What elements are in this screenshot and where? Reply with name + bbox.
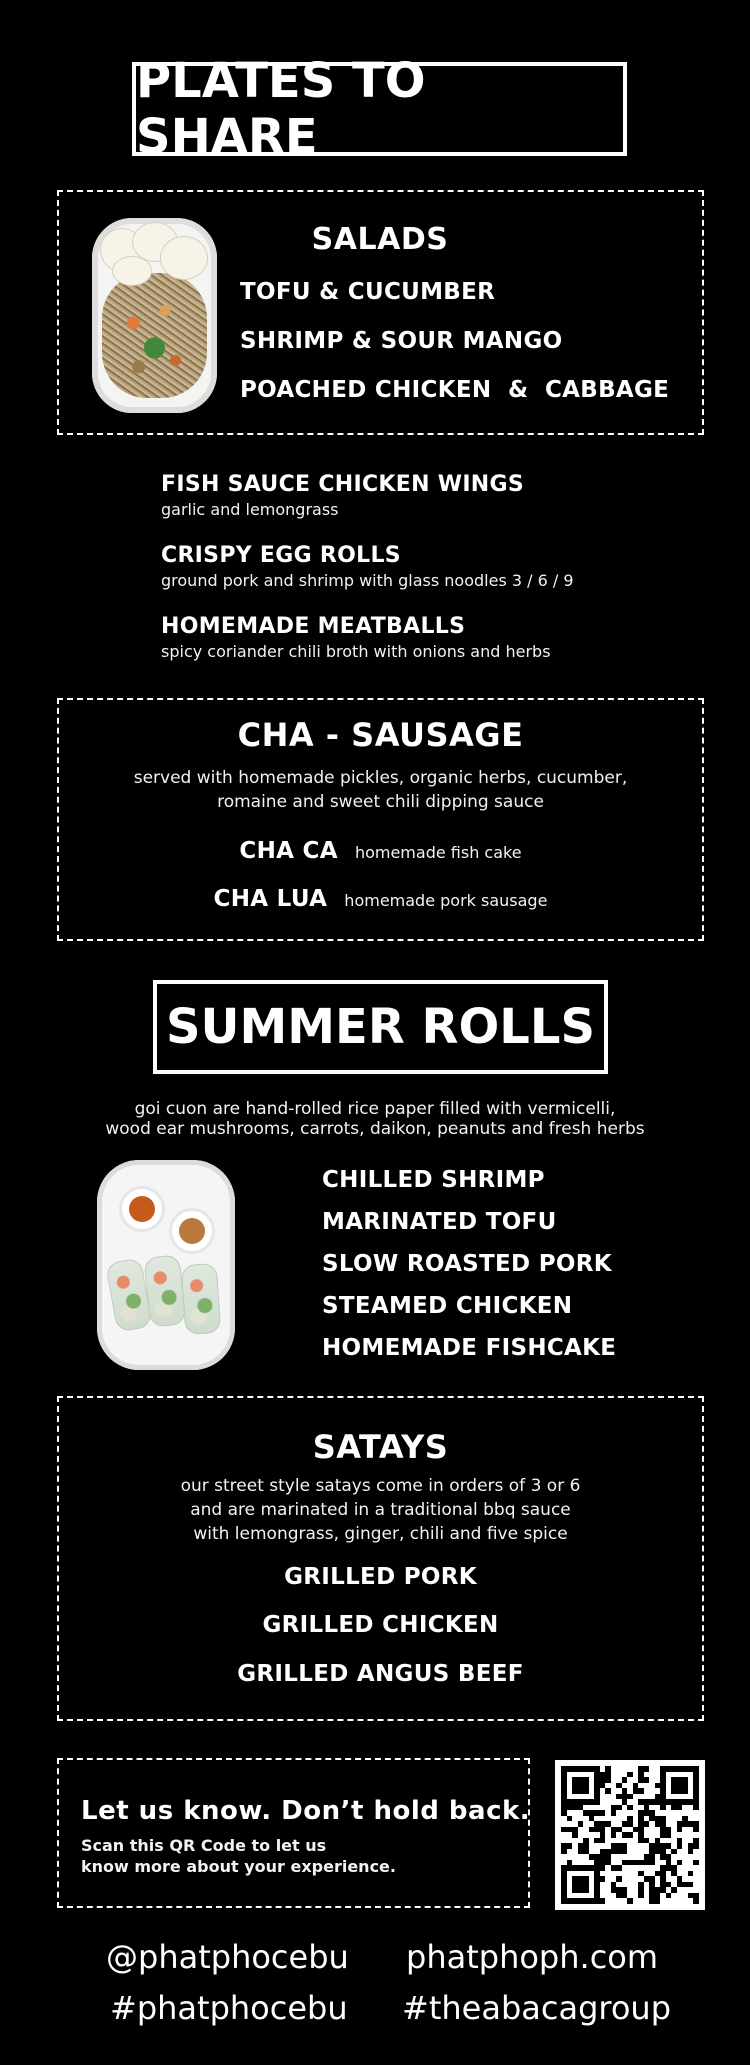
satay-item: GRILLED CHICKEN bbox=[262, 1612, 499, 1638]
summer-rolls-description-line: goi cuon are hand-rolled rice paper filled with vermicelli, bbox=[134, 1099, 616, 1119]
cha-description-line: romaine and sweet chili dipping sauce bbox=[217, 792, 544, 812]
satays-description-line: our street style satays come in orders of 3 or 6 bbox=[180, 1476, 581, 1496]
website-link[interactable]: phatphoph.com bbox=[406, 1938, 659, 1976]
summer-rolls-title-box bbox=[153, 980, 608, 1074]
feedback-line: Scan this QR Code to let us bbox=[81, 1836, 327, 1855]
feedback-line: know more about your experience. bbox=[81, 1857, 396, 1876]
cha-heading: CHA - SAUSAGE bbox=[237, 716, 524, 754]
hashtag: #theabacagroup bbox=[402, 1989, 671, 2027]
instagram-handle: @phatphocebu bbox=[106, 1938, 349, 1976]
feedback-headline: Let us know. Don’t hold back. bbox=[81, 1796, 531, 1826]
cha-item-name: CHA LUA bbox=[213, 886, 328, 912]
hashtag: #phatphocebu bbox=[110, 1989, 348, 2027]
satay-item: GRILLED ANGUS BEEF bbox=[237, 1661, 524, 1687]
summer-roll-item: STEAMED CHICKEN bbox=[322, 1293, 573, 1319]
summer-rolls-title: SUMMER ROLLS bbox=[165, 999, 596, 1055]
plate-description: garlic and lemongrass bbox=[161, 500, 339, 519]
summer-roll-item: MARINATED TOFU bbox=[322, 1209, 557, 1235]
page-title: PLATES TO SHARE bbox=[136, 53, 426, 165]
feedback-section bbox=[57, 1758, 530, 1908]
plate-name: FISH SAUCE CHICKEN WINGS bbox=[161, 472, 525, 497]
cha-description-line: served with homemade pickles, organic herbs, cucumber, bbox=[133, 768, 628, 788]
cha-item-row bbox=[57, 886, 704, 912]
feedback-qr-code[interactable] bbox=[555, 1760, 705, 1910]
plate-name: HOMEMADE MEATBALLS bbox=[161, 614, 466, 639]
summer-rolls-photo bbox=[97, 1160, 235, 1370]
summer-rolls-description-line: wood ear mushrooms, carrots, daikon, peanuts and fresh herbs bbox=[105, 1119, 645, 1139]
satays-description-line: with lemongrass, ginger, chili and five spice bbox=[193, 1524, 568, 1544]
plate-description: spicy coriander chili broth with onions and herbs bbox=[161, 642, 551, 661]
plate-name: CRISPY EGG ROLLS bbox=[161, 543, 401, 568]
summer-roll-item: CHILLED SHRIMP bbox=[322, 1167, 545, 1193]
cha-item-description: homemade fish cake bbox=[354, 843, 522, 862]
salads-heading: SALADS bbox=[311, 222, 449, 257]
cha-item-row bbox=[57, 838, 704, 864]
plate-description: ground pork and shrimp with glass noodles 3 / 6 / 9 bbox=[161, 571, 574, 590]
satay-item: GRILLED PORK bbox=[284, 1564, 477, 1590]
salad-item: SHRIMP & SOUR MANGO bbox=[240, 328, 563, 354]
plates-to-share-title-box bbox=[132, 53, 627, 165]
summer-roll-item: SLOW ROASTED PORK bbox=[322, 1251, 612, 1277]
summer-roll-item: HOMEMADE FISHCAKE bbox=[322, 1335, 617, 1361]
salad-item: TOFU & CUCUMBER bbox=[240, 279, 496, 305]
satays-description-line: and are marinated in a traditional bbq sauce bbox=[190, 1500, 571, 1520]
satays-heading: SATAYS bbox=[312, 1428, 449, 1466]
salad-photo bbox=[92, 218, 217, 413]
cha-item-description: homemade pork sausage bbox=[344, 891, 548, 910]
cha-item-name: CHA CA bbox=[239, 838, 338, 864]
salad-item: POACHED CHICKEN & CABBAGE bbox=[240, 377, 670, 403]
